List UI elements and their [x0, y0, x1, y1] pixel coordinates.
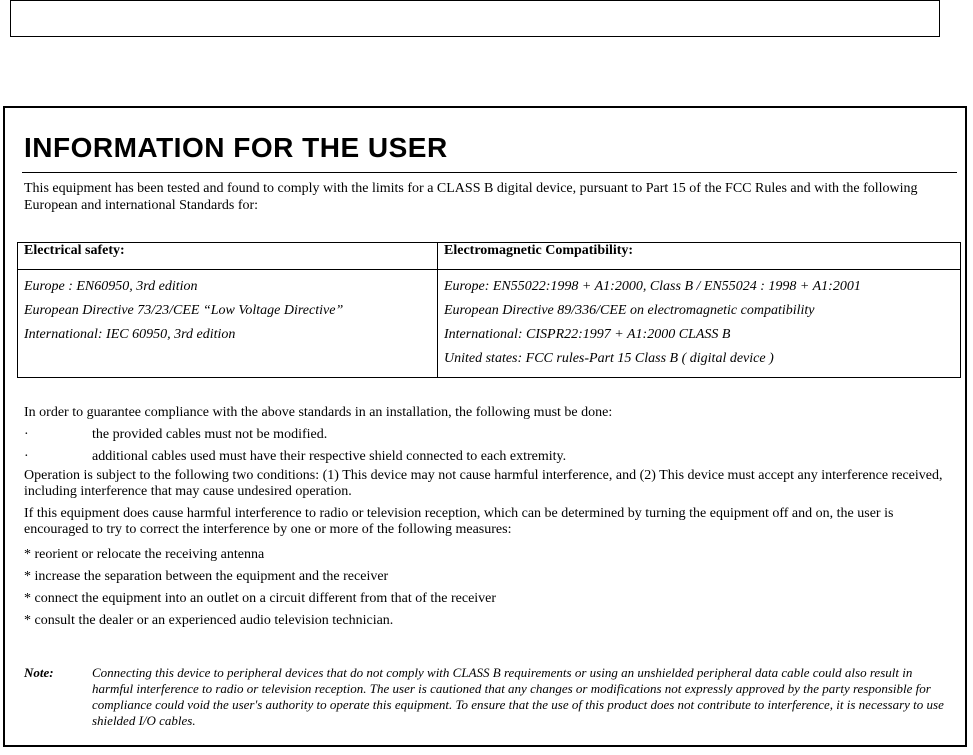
- list-item-text: the provided cables must not be modified.: [92, 427, 328, 442]
- list-item: * consult the dealer or an experienced audio television technician.: [24, 613, 394, 628]
- standard-line: United states: FCC rules-Part 15 Class B ( digital device ): [444, 351, 774, 366]
- list-item: [24, 446, 954, 468]
- compliance-intro: In order to guarantee compliance with the above standards in an installation, the following must be done:: [24, 405, 613, 420]
- standard-line: International: CISPR22:1997 + A1:2000 CLASS B: [444, 327, 731, 342]
- title-rule: [22, 172, 957, 173]
- list-item: * increase the separation between the equipment and the receiver: [24, 569, 389, 584]
- standard-line: European Directive 73/23/CEE “Low Voltage Directive”: [24, 303, 344, 318]
- list-item-text: additional cables used must have their respective shield connected to each extremity.: [92, 449, 567, 464]
- standard-line: International: IEC 60950, 3rd edition: [24, 327, 236, 342]
- header-box: [10, 0, 940, 37]
- page-title: INFORMATION FOR THE USER: [24, 132, 448, 163]
- list-item: [24, 424, 954, 446]
- standard-line: Europe: EN55022:1998 + A1:2000, Class B / EN55024 : 1998 + A1:2001: [444, 279, 861, 294]
- interference-paragraph: If this equipment does cause harmful interference to radio or television reception, which can be determined by turning the equipment off and on, the user is encouraged to try to correct the interference by one or more of the following measures:: [24, 506, 894, 537]
- list-item: * connect the equipment into an outlet on a circuit different from that of the receiver: [24, 591, 497, 606]
- bullet-marker: ·: [24, 427, 29, 442]
- table-row: [18, 270, 961, 378]
- note: [24, 665, 956, 729]
- body-text: [24, 402, 954, 632]
- standard-line: European Directive 89/336/CEE on electromagnetic compatibility: [444, 303, 815, 318]
- table-header-row: [18, 243, 961, 270]
- electrical-safety-cell: [18, 270, 438, 378]
- note-text: Connecting this device to peripheral devices that do not comply with CLASS B requirements or using an unshielded peripheral data cable could also result in harmful interference to radio or television reception. The user is cautioned that any changes or modifications not expressly approved by the party responsible for compliance could void the user's authority to operate this equipment. To ensure that the use of this product does not contribute to interference, it is necessary to use shielded I/O cables.: [92, 665, 944, 728]
- note-label: Note:: [24, 665, 54, 680]
- emc-header: Electromagnetic Compatibility:: [438, 243, 961, 270]
- emc-cell: [438, 270, 961, 378]
- electrical-safety-header: Electrical safety:: [18, 243, 438, 270]
- intro-paragraph: This equipment has been tested and found to comply with the limits for a CLASS B digital device, pursuant to Part 15 of the FCC Rules and with the following European and international Standards for:: [24, 181, 918, 213]
- bullet-marker: ·: [24, 449, 29, 464]
- conditions-paragraph: Operation is subject to the following two conditions: (1) This device may not cause harmful interference, and (2) This device must accept any interference received, including interference that may cause undesired operation.: [24, 468, 943, 499]
- list-item: * reorient or relocate the receiving antenna: [24, 547, 265, 562]
- standard-line: Europe : EN60950, 3rd edition: [24, 279, 198, 294]
- standards-table: [17, 242, 961, 378]
